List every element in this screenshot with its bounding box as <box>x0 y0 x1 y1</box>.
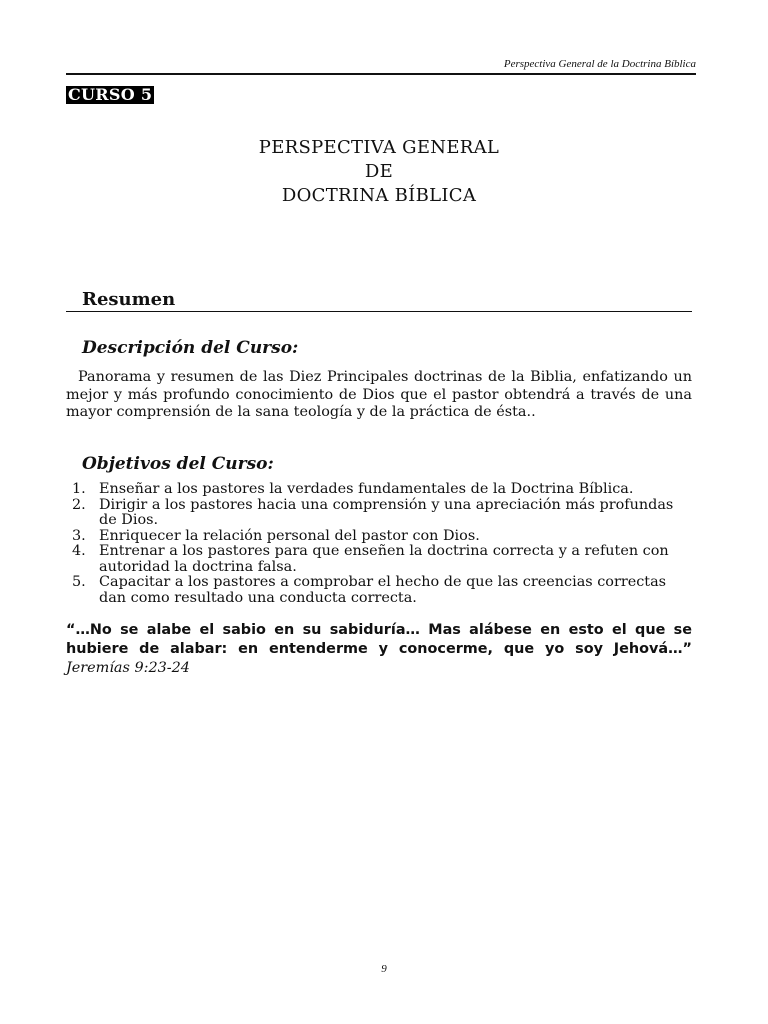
objective-text: Enriquecer la relación personal del pastor con Dios. <box>99 527 480 544</box>
summary-heading: Resumen <box>82 289 176 310</box>
objective-item <box>72 529 692 545</box>
objective-text: Capacitar a los pastores a comprobar el hecho de que las creencias correctas dan como resultado una conducta correcta. <box>99 574 667 606</box>
header-rule <box>66 73 696 75</box>
objectives-heading: Objetivos del Curso: <box>82 454 274 474</box>
page-number: 9 <box>381 963 387 975</box>
objective-number: 1. <box>72 481 86 497</box>
title-line-2: DE <box>364 161 394 182</box>
objective-item <box>72 575 692 606</box>
scripture-quote <box>66 621 692 678</box>
objective-number: 2. <box>72 496 86 513</box>
objective-text: Entrenar a los pastores para que enseñen la doctrina correcta y a refuten con autoridad la doctrina falsa. <box>99 543 669 575</box>
objective-number: 5. <box>72 574 86 590</box>
quote-reference: Jeremías 9:23-24 <box>66 660 190 676</box>
description-text: Panorama y resumen de las Diez Principales doctrinas de la Biblia, enfatizando un mejor y más profundo conocimiento de Dios que el pastor obtendrá a través de una mayor comprensión de la sana teología y de la práctica de ésta.. <box>66 369 692 420</box>
objective-text: Enseñar a los pastores la verdades fundamentales de la Doctrina Bíblica. <box>99 481 634 497</box>
page-title <box>66 136 692 208</box>
summary-rule <box>66 311 692 312</box>
quote-text: “…No se alabe el sabio en su sabiduría… Mas alábese en esto el que se hubiere de alabar: en entenderme y conocerme, que yo soy Jehová…” <box>66 622 692 657</box>
objective-text: Dirigir a los pastores hacia una comprensión y una apreciación más profundas de Dios. <box>99 496 674 528</box>
title-line-1: PERSPECTIVA GENERAL <box>258 137 500 158</box>
running-header: Perspectiva General de la Doctrina Bíblica <box>503 58 696 70</box>
objective-number: 3. <box>72 527 86 544</box>
title-line-3: DOCTRINA BÍBLICA <box>281 185 477 206</box>
objective-number: 4. <box>72 543 86 559</box>
objective-item <box>72 498 692 529</box>
course-label: CURSO 5 <box>68 85 153 104</box>
objective-item <box>72 482 692 498</box>
objectives-list <box>72 482 692 606</box>
objective-item <box>72 544 692 575</box>
description-heading: Descripción del Curso: <box>82 338 299 358</box>
